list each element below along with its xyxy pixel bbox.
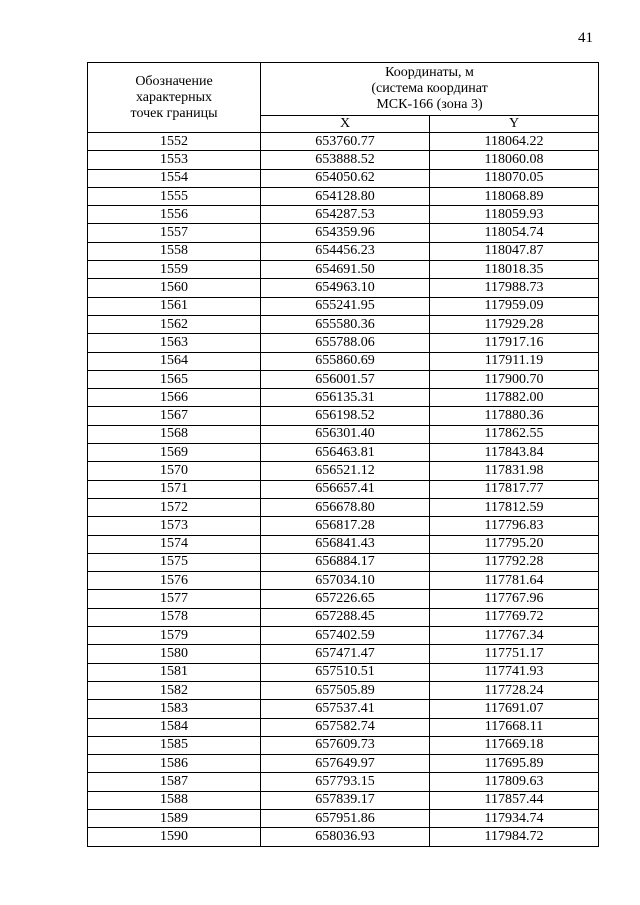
point-cell: 1580 (88, 645, 261, 663)
point-cell: 1572 (88, 498, 261, 516)
point-cell: 1565 (88, 370, 261, 388)
table-row (88, 370, 599, 388)
table-row (88, 608, 599, 626)
table-row (88, 151, 599, 169)
x-cell: 653760.77 (261, 133, 430, 151)
table-row (88, 261, 599, 279)
table-row (88, 242, 599, 260)
page-number: 41 (578, 30, 593, 46)
point-cell: 1583 (88, 700, 261, 718)
point-cell: 1589 (88, 809, 261, 827)
x-cell: 654359.96 (261, 224, 430, 242)
table-row (88, 334, 599, 352)
table-row (88, 206, 599, 224)
x-cell: 654456.23 (261, 242, 430, 260)
x-cell: 657226.65 (261, 590, 430, 608)
table-row (88, 572, 599, 590)
y-cell: 117911.19 (430, 352, 599, 370)
point-cell: 1560 (88, 279, 261, 297)
y-cell: 118018.35 (430, 261, 599, 279)
point-cell: 1587 (88, 773, 261, 791)
y-cell: 117792.28 (430, 553, 599, 571)
y-cell: 117669.18 (430, 736, 599, 754)
x-cell: 654050.62 (261, 169, 430, 187)
x-cell: 655580.36 (261, 315, 430, 333)
table-row (88, 590, 599, 608)
x-cell: 656841.43 (261, 535, 430, 553)
table-row (88, 133, 599, 151)
table-row (88, 663, 599, 681)
y-cell: 117831.98 (430, 462, 599, 480)
point-cell: 1557 (88, 224, 261, 242)
x-cell: 656521.12 (261, 462, 430, 480)
point-cell: 1570 (88, 462, 261, 480)
table-row (88, 187, 599, 205)
y-cell: 118060.08 (430, 151, 599, 169)
x-cell: 657402.59 (261, 627, 430, 645)
coordinates-header (261, 63, 599, 116)
table-row (88, 444, 599, 462)
table-row (88, 297, 599, 315)
y-cell: 117862.55 (430, 425, 599, 443)
point-cell: 1567 (88, 407, 261, 425)
x-cell: 655788.06 (261, 334, 430, 352)
x-cell: 655241.95 (261, 297, 430, 315)
x-cell: 656657.41 (261, 480, 430, 498)
x-cell: 654128.80 (261, 187, 430, 205)
y-cell: 118070.05 (430, 169, 599, 187)
point-cell: 1569 (88, 444, 261, 462)
x-cell: 657609.73 (261, 736, 430, 754)
y-cell: 117728.24 (430, 681, 599, 699)
y-cell: 117751.17 (430, 645, 599, 663)
y-cell: 117988.73 (430, 279, 599, 297)
y-cell: 117691.07 (430, 700, 599, 718)
point-cell: 1561 (88, 297, 261, 315)
y-cell: 117769.72 (430, 608, 599, 626)
point-cell: 1552 (88, 133, 261, 151)
x-cell: 657288.45 (261, 608, 430, 626)
x-cell: 656135.31 (261, 389, 430, 407)
x-cell: 657510.51 (261, 663, 430, 681)
table-row (88, 791, 599, 809)
x-cell: 656678.80 (261, 498, 430, 516)
y-cell: 117668.11 (430, 718, 599, 736)
y-cell: 117900.70 (430, 370, 599, 388)
y-cell: 117695.89 (430, 755, 599, 773)
point-cell: 1577 (88, 590, 261, 608)
table-row (88, 425, 599, 443)
x-cell: 656817.28 (261, 517, 430, 535)
y-cell: 117959.09 (430, 297, 599, 315)
point-cell: 1573 (88, 517, 261, 535)
x-cell: 657839.17 (261, 791, 430, 809)
point-cell: 1563 (88, 334, 261, 352)
x-cell: 655860.69 (261, 352, 430, 370)
point-cell: 1578 (88, 608, 261, 626)
table-row (88, 407, 599, 425)
point-designation-header (88, 63, 261, 133)
x-column-header: X (261, 116, 430, 133)
coords-header-line: (система координат (371, 81, 488, 96)
point-cell: 1581 (88, 663, 261, 681)
x-cell: 658036.93 (261, 828, 430, 846)
table-body (88, 133, 599, 847)
coords-header-line: Координаты, м (385, 65, 474, 80)
y-cell: 117809.63 (430, 773, 599, 791)
table-row (88, 480, 599, 498)
point-cell: 1559 (88, 261, 261, 279)
table-row (88, 828, 599, 846)
table-row (88, 462, 599, 480)
x-cell: 656301.40 (261, 425, 430, 443)
point-cell: 1556 (88, 206, 261, 224)
table-row (88, 315, 599, 333)
x-cell: 654963.10 (261, 279, 430, 297)
x-cell: 653888.52 (261, 151, 430, 169)
y-cell: 118068.89 (430, 187, 599, 205)
point-cell: 1571 (88, 480, 261, 498)
x-cell: 657471.47 (261, 645, 430, 663)
table-row (88, 627, 599, 645)
table-row (88, 498, 599, 516)
table-row (88, 755, 599, 773)
point-cell: 1579 (88, 627, 261, 645)
y-cell: 117882.00 (430, 389, 599, 407)
y-cell: 117817.77 (430, 480, 599, 498)
x-cell: 657034.10 (261, 572, 430, 590)
table-header (88, 63, 599, 133)
table-row (88, 645, 599, 663)
table-row (88, 718, 599, 736)
point-cell: 1575 (88, 553, 261, 571)
table-row (88, 169, 599, 187)
y-cell: 117880.36 (430, 407, 599, 425)
table-row (88, 389, 599, 407)
y-cell: 117843.84 (430, 444, 599, 462)
x-cell: 657505.89 (261, 681, 430, 699)
point-cell: 1554 (88, 169, 261, 187)
table-row (88, 279, 599, 297)
point-cell: 1555 (88, 187, 261, 205)
table-row (88, 535, 599, 553)
y-cell: 117741.93 (430, 663, 599, 681)
table-row (88, 773, 599, 791)
point-cell: 1558 (88, 242, 261, 260)
point-cell: 1588 (88, 791, 261, 809)
y-cell: 118054.74 (430, 224, 599, 242)
y-cell: 117795.20 (430, 535, 599, 553)
coords-header-line: МСК-166 (зона 3) (376, 97, 483, 112)
point-cell: 1564 (88, 352, 261, 370)
y-cell: 118064.22 (430, 133, 599, 151)
table-row (88, 224, 599, 242)
point-cell: 1585 (88, 736, 261, 754)
x-cell: 657582.74 (261, 718, 430, 736)
point-cell: 1586 (88, 755, 261, 773)
y-column-header: Y (430, 116, 599, 133)
point-header-line: Обозначение (135, 73, 213, 89)
point-header-line: точек границы (130, 105, 218, 121)
x-cell: 656884.17 (261, 553, 430, 571)
x-cell: 656001.57 (261, 370, 430, 388)
table-row (88, 517, 599, 535)
point-cell: 1584 (88, 718, 261, 736)
table-row (88, 352, 599, 370)
x-cell: 657951.86 (261, 809, 430, 827)
x-cell: 656198.52 (261, 407, 430, 425)
y-cell: 117767.34 (430, 627, 599, 645)
x-cell: 657537.41 (261, 700, 430, 718)
table-row (88, 553, 599, 571)
x-cell: 654691.50 (261, 261, 430, 279)
x-cell: 654287.53 (261, 206, 430, 224)
point-cell: 1553 (88, 151, 261, 169)
table-row (88, 700, 599, 718)
x-cell: 657793.15 (261, 773, 430, 791)
point-cell: 1562 (88, 315, 261, 333)
y-cell: 118059.93 (430, 206, 599, 224)
y-cell: 117984.72 (430, 828, 599, 846)
y-cell: 117781.64 (430, 572, 599, 590)
table-row (88, 809, 599, 827)
coordinates-table (87, 62, 599, 847)
point-cell: 1576 (88, 572, 261, 590)
table-row (88, 681, 599, 699)
y-cell: 117857.44 (430, 791, 599, 809)
x-cell: 656463.81 (261, 444, 430, 462)
y-cell: 117767.96 (430, 590, 599, 608)
x-cell: 657649.97 (261, 755, 430, 773)
y-cell: 118047.87 (430, 242, 599, 260)
point-cell: 1574 (88, 535, 261, 553)
point-header-line: характерных (135, 89, 213, 105)
point-cell: 1590 (88, 828, 261, 846)
table-row (88, 736, 599, 754)
y-cell: 117929.28 (430, 315, 599, 333)
y-cell: 117796.83 (430, 517, 599, 535)
point-cell: 1566 (88, 389, 261, 407)
y-cell: 117917.16 (430, 334, 599, 352)
point-cell: 1582 (88, 681, 261, 699)
y-cell: 117812.59 (430, 498, 599, 516)
y-cell: 117934.74 (430, 809, 599, 827)
point-cell: 1568 (88, 425, 261, 443)
